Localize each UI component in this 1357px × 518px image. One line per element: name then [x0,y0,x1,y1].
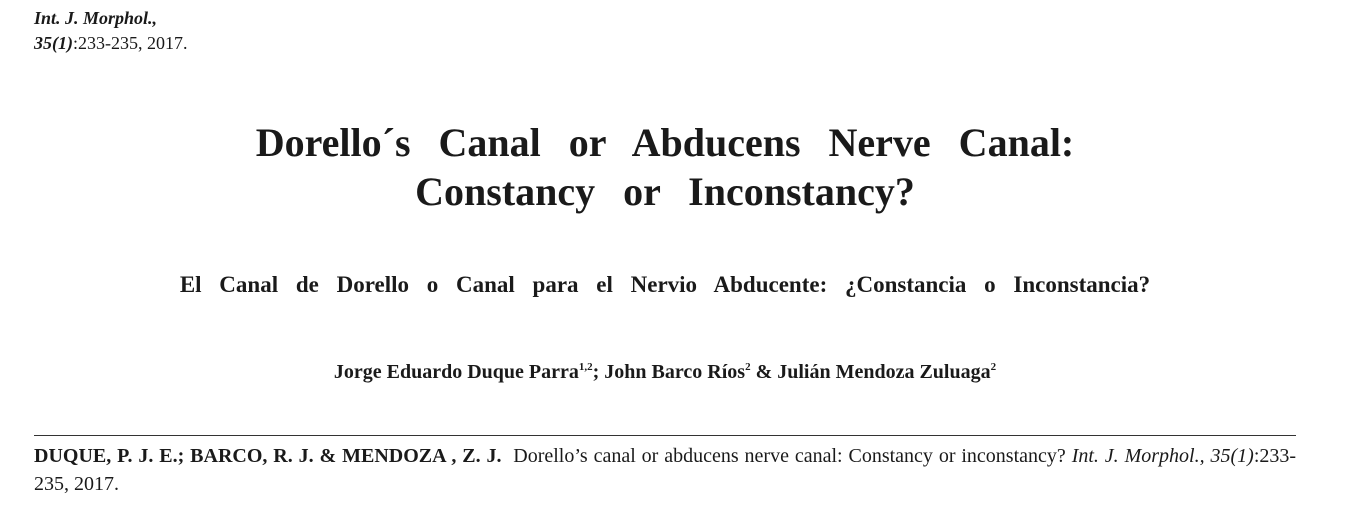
affiliation-marker: 2 [990,361,997,373]
affiliation-marker: 2 [745,361,751,373]
article-title-line-1: Dorello´s Canal or Abducens Nerve Canal: [255,120,1075,165]
citation-authors: DUQUE, P. J. E.; BARCO, R. J. & MENDOZA , Z. J. [34,445,502,467]
horizontal-divider [34,435,1296,436]
author-name: Julián Mendoza Zuluaga [777,361,991,383]
journal-name: Int. J. Morphol., [34,8,158,28]
author-separator: ; [592,361,605,383]
journal-pages-year: :233-235, 2017. [73,33,188,53]
spanish-title: El Canal de Dorello o Canal para el Nervio Abducente: ¿Constancia o Inconstancia? [179,272,1151,297]
author-separator: & [750,361,778,383]
author-name: Jorge Eduardo Duque Parra [333,361,579,383]
citation-pages-year: :233-235, 2017. [34,445,1297,495]
affiliation-marker: 1,2 [578,361,593,373]
article-title-line-2: Constancy or Inconstancy? [415,169,915,214]
citation-volume-issue: 35(1) [1210,445,1254,467]
citation-journal: Int. J. Morphol., [1071,445,1205,467]
author-list [0,358,1330,386]
citation-block [34,442,1296,498]
citation-title: Dorello’s canal or abducens nerve canal: Constancy or inconstancy? [513,445,1066,467]
author-name: John Barco Ríos [604,361,746,383]
journal-reference [34,6,188,56]
journal-volume-issue: 35(1) [34,33,73,53]
article-title [0,118,1330,216]
